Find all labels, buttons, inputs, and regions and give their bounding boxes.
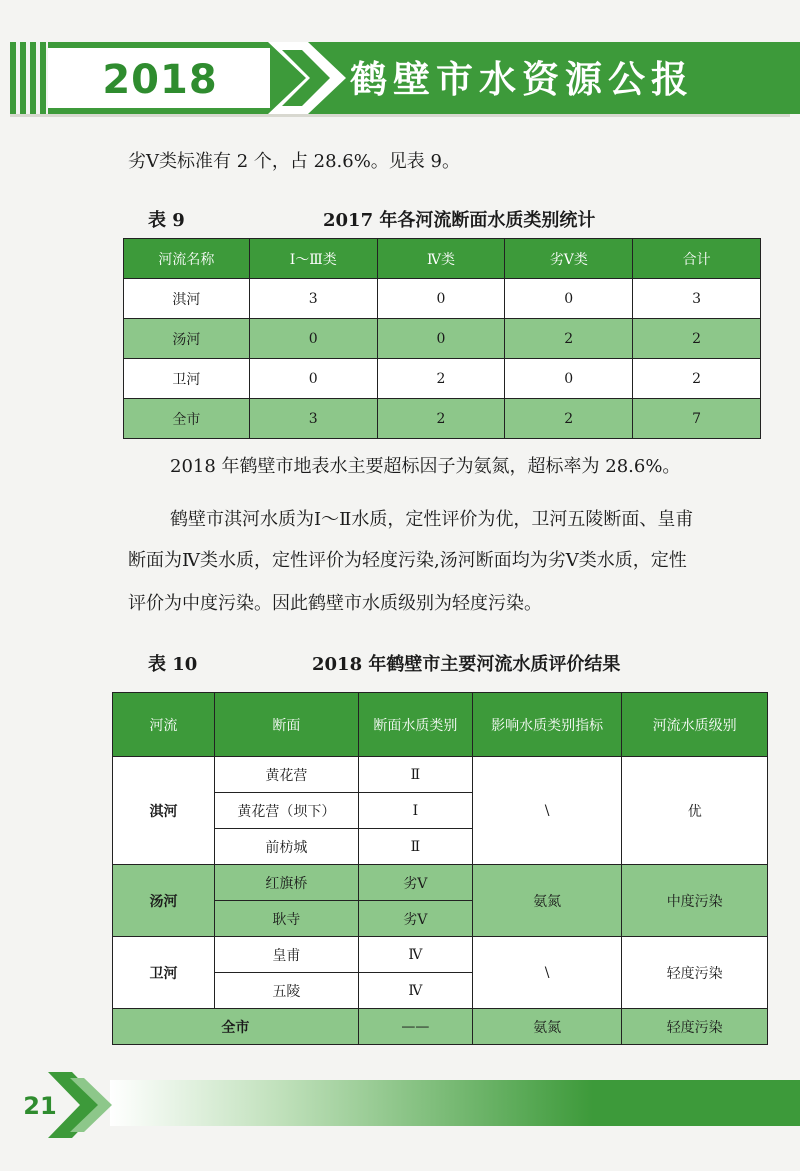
table9-cell: 3 — [249, 399, 377, 439]
table9-header-cell: 合计 — [633, 239, 761, 279]
table9-cell: 全市 — [124, 399, 250, 439]
table9-header-cell: Ⅰ～Ⅲ类 — [249, 239, 377, 279]
paragraph-eval-line1: 鹤壁市淇河水质为Ⅰ～Ⅱ水质，定性评价为优，卫河五陵断面、皇甫 — [170, 509, 694, 530]
factor-cell: \ — [472, 937, 622, 1009]
level-cell: 中度污染 — [622, 865, 768, 937]
class-cell: 劣Ⅴ — [358, 865, 472, 901]
table10-header-cell: 断面 — [215, 693, 359, 757]
table9-cell: 汤河 — [124, 319, 250, 359]
paragraph-eval-line2: 断面为Ⅳ类水质，定性评价为轻度污染,汤河断面均为劣Ⅴ类水质，定性 — [128, 550, 687, 571]
section-cell: 前枋城 — [215, 829, 359, 865]
table10-header-cell: 断面水质类别 — [358, 693, 472, 757]
table9-row — [124, 399, 761, 439]
class-cell: Ⅳ — [358, 937, 472, 973]
table9-cell: 卫河 — [124, 359, 250, 399]
river-qi: 淇河 — [113, 757, 215, 865]
river-tang: 汤河 — [113, 865, 215, 937]
header-year: 2018 — [102, 57, 218, 103]
river-wei: 卫河 — [113, 937, 215, 1009]
table10-label: 表 10 — [148, 654, 198, 675]
table9-cell: 2 — [505, 399, 633, 439]
section-cell: 五陵 — [215, 973, 359, 1009]
page-number: 21 — [23, 1092, 57, 1120]
factor-cell: 氨氮 — [472, 865, 622, 937]
class-cell: Ⅱ — [358, 757, 472, 793]
section-cell: 红旗桥 — [215, 865, 359, 901]
table9-header-cell: 河流名称 — [124, 239, 250, 279]
table9-row — [124, 319, 761, 359]
table10-header-cell: 河流水质级别 — [622, 693, 768, 757]
level-cell: 轻度污染 — [622, 1009, 768, 1045]
header-title: 鹤壁市水资源公报 — [350, 58, 694, 101]
header-underline — [10, 114, 790, 117]
table10-title: 2018 年鹤壁市主要河流水质评价结果 — [312, 654, 621, 675]
table9-title: 2017 年各河流断面水质类别统计 — [323, 210, 596, 231]
section-cell: 黄花营（坝下） — [215, 793, 359, 829]
table9-row — [124, 359, 761, 399]
class-cell: —— — [358, 1009, 472, 1045]
class-cell: Ⅰ — [358, 793, 472, 829]
table9-header-cell: 劣Ⅴ类 — [505, 239, 633, 279]
table10-header-cell: 影响水质类别指标 — [472, 693, 622, 757]
table9-cell: 2 — [633, 359, 761, 399]
header-stripes — [10, 42, 46, 114]
table9-cell: 7 — [633, 399, 761, 439]
table9 — [123, 238, 761, 439]
table9-cell: 0 — [249, 319, 377, 359]
table10-row — [113, 1009, 768, 1045]
factor-cell: 氨氮 — [472, 1009, 622, 1045]
section-cell: 皇甫 — [215, 937, 359, 973]
factor-cell: \ — [472, 757, 622, 865]
table10 — [112, 692, 768, 1045]
class-cell: 劣Ⅴ — [358, 901, 472, 937]
section-cell: 黄花营 — [215, 757, 359, 793]
intro-line: 劣Ⅴ类标准有 2 个，占 28.6%。见表 9。 — [128, 151, 460, 172]
table9-cell: 0 — [249, 359, 377, 399]
table9-cell: 3 — [633, 279, 761, 319]
table9-cell: 0 — [377, 319, 505, 359]
table9-cell: 3 — [249, 279, 377, 319]
table9-label: 表 9 — [148, 210, 185, 231]
table10-row — [113, 937, 768, 973]
footer-bar — [110, 1080, 800, 1126]
level-cell: 轻度污染 — [622, 937, 768, 1009]
table10-row — [113, 757, 768, 793]
table10-row — [113, 865, 768, 901]
paragraph-exceed-factor: 2018 年鹤壁市地表水主要超标因子为氨氮，超标率为 28.6%。 — [170, 456, 681, 477]
table10-header-cell: 河流 — [113, 693, 215, 757]
table9-cell: 2 — [505, 319, 633, 359]
section-cell: 耿寺 — [215, 901, 359, 937]
class-cell: Ⅱ — [358, 829, 472, 865]
class-cell: Ⅳ — [358, 973, 472, 1009]
table9-cell: 2 — [633, 319, 761, 359]
total-cell: 全市 — [113, 1009, 359, 1045]
level-cell: 优 — [622, 757, 768, 865]
table9-cell: 0 — [377, 279, 505, 319]
table9-cell: 淇河 — [124, 279, 250, 319]
table9-row — [124, 279, 761, 319]
table9-cell: 0 — [505, 359, 633, 399]
table9-cell: 0 — [505, 279, 633, 319]
table9-header-cell: Ⅳ类 — [377, 239, 505, 279]
paragraph-eval-line3: 评价为中度污染。因此鹤壁市水质级别为轻度污染。 — [128, 593, 542, 614]
header-arrow-icon — [268, 42, 348, 114]
table9-cell: 2 — [377, 399, 505, 439]
table9-cell: 2 — [377, 359, 505, 399]
